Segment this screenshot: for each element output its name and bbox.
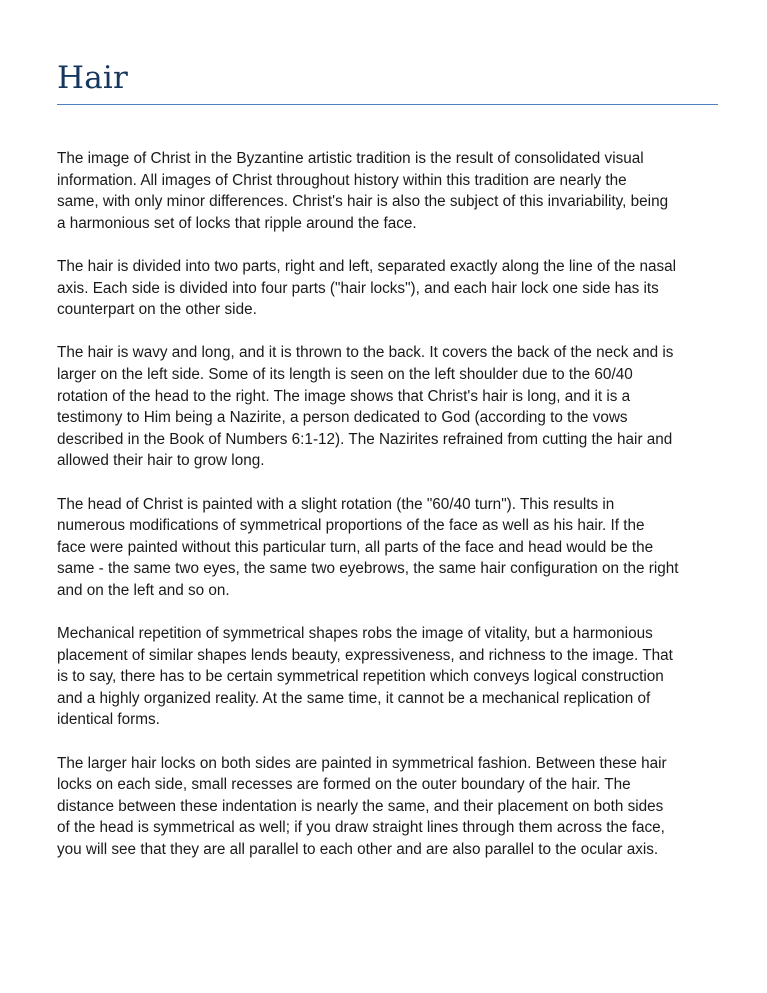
paragraph-byzantine-tradition: The image of Christ in the Byzantine artistic tradition is the result of consolidated visual information. All images of Christ throughout history within this tradition are nearly the same, with only minor differences. Christ's hair is also the subject of this invariability, being a harmonious set of locks that ripple around the face. [57,150,669,232]
paragraph-hair-division: The hair is divided into two parts, right and left, separated exactly along the line of the nasal axis. Each side is divided into four parts ("hair locks"), and each hair lock one side has its counterpart on the other side. [57,257,677,319]
title-underline-divider [57,104,718,105]
paragraph-symmetrical-repetition: Mechanical repetition of symmetrical shapes robs the image of vitality, but a harmonious placement of similar shapes lends beauty, expressiveness, and richness to the image. That is to say, there has to be certain symmetrical repetition which conveys logical construction and a highly organized reality. At the same time, it cannot be a mechanical replication of identical forms. [57,625,673,729]
page-title: Hair [57,60,129,96]
paragraph-head-rotation: The head of Christ is painted with a slight rotation (the "60/40 turn"). This results in numerous modifications of symmetrical proportions of the face as well as his hair. If the face were painted without this particular turn, all parts of the face and head would be the same - the same two eyes, the same two eyebrows, the same hair configuration on the right and on the left and so on. [57,495,679,599]
paragraph-hair-locks-recesses: The larger hair locks on both sides are painted in symmetrical fashion. Between these hair locks on each side, small recesses are formed on the outer boundary of the hair. The distance between these indentation is nearly the same, and their placement on both sides of the head is symmetrical as well; if you draw straight lines through them across the face, you will see that they are all parallel to each other and are also parallel to the ocular axis. [57,754,667,858]
paragraph-wavy-long-hair: The hair is wavy and long, and it is thrown to the back. It covers the back of the neck and is larger on the left side. Some of its length is seen on the left shoulder due to the 60/40 rotation of the head to the right. The image shows that Christ's hair is long, and it is a testimony to Him being a Nazirite, a person dedicated to God (according to the vows described in the Book of Numbers 6:1-12). The Nazirites refrained from cutting the hair and allowed their hair to grow long. [57,344,674,470]
document-body [57,148,725,882]
